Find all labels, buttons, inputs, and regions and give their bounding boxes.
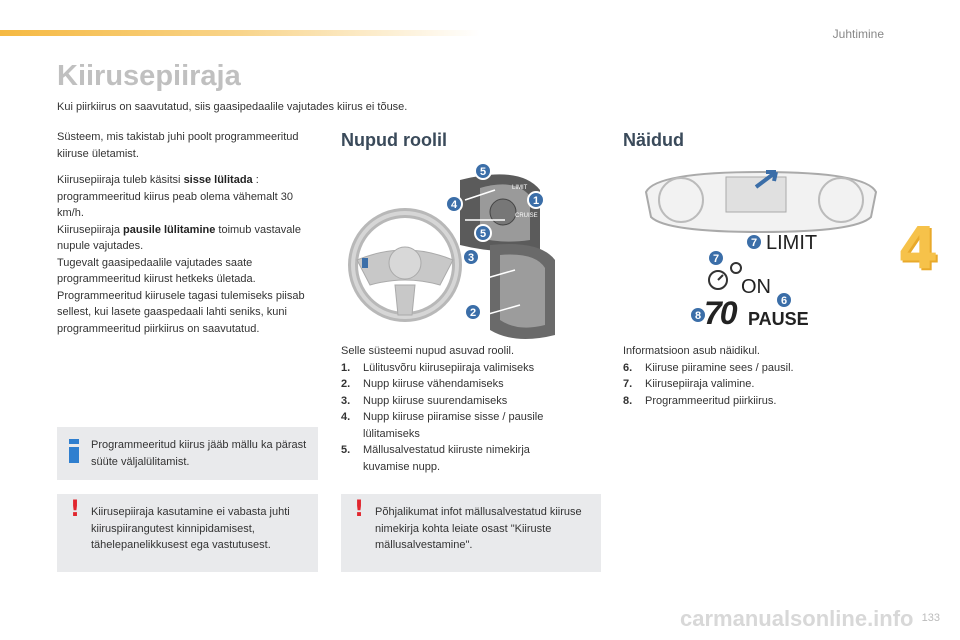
description-paragraph: Programmeeritud kiirusele tagasi tulemiseks piisab sellest, kui lasete gaaspedaali lahti seniks, kuni programmeeritud piirkiirus on saavutatud.: [57, 289, 305, 335]
buttons-intro: Selle süsteemi nupud asuvad roolil.: [341, 345, 515, 357]
list-item: 2. Nupp kiiruse vähendamiseks: [341, 378, 504, 390]
description-column: [57, 129, 319, 347]
list-item: 5. Mällusalvestatud kiiruste nimekirja kuvamise nupp.: [341, 444, 530, 473]
warning-icon: !: [354, 497, 365, 522]
callout-5: 5: [479, 166, 487, 178]
stalk-label-limit: LIMIT: [512, 185, 528, 191]
callout-3: 3: [467, 252, 475, 264]
display-list: [623, 343, 853, 409]
info-box: [57, 427, 318, 480]
callout-5b: 5: [479, 228, 487, 240]
description-paragraph: Kiirusepiiraja pausile lülitamine toimub vastavale nupule vajutades.: [57, 223, 301, 252]
pause-label: PAUSE: [748, 309, 809, 329]
description-paragraph: Tugevalt gaasipedaalile vajutades saate programmeeritud kiirust hetkeks ületada.: [57, 256, 256, 285]
callout-7b: 7: [750, 237, 758, 249]
chapter-number: 4: [898, 214, 939, 282]
info-text: Programmeeritud kiirus jääb mällu ka pärast süüte väljalülitamist.: [91, 439, 307, 468]
callout-markers: [340, 160, 610, 350]
page-title: Kiirusepiiraja: [57, 60, 241, 92]
warning-box: [57, 494, 318, 572]
on-label: ON: [741, 276, 771, 298]
description-paragraph: Süsteem, mis takistab juhi poolt programmeeritud kiiruse ületamist.: [57, 131, 299, 160]
callout-4: 4: [450, 199, 458, 211]
callout-1: 1: [532, 195, 540, 207]
stalk-label-cruise: CRUISE: [515, 213, 538, 219]
display-intro: Informatsioon asub näidikul.: [623, 345, 760, 357]
callout-7: 7: [712, 253, 720, 265]
info-icon: [69, 439, 79, 465]
warning-icon: !: [70, 497, 81, 522]
watermark: carmanualsonline.info: [680, 606, 914, 631]
section-label: Juhtimine: [832, 27, 884, 41]
speed-value: 70: [704, 295, 736, 331]
display-heading: Näidud: [623, 130, 684, 150]
page-number: 133: [921, 612, 940, 624]
buttons-list: [341, 343, 591, 475]
list-item: 1. Lülitusvõru kiirusepiiraja valimiseks: [341, 361, 535, 374]
warning-text: Kiirusepiiraja kasutamine ei vabasta juhti kiiruspiirangutest kinnipidamisest, tähelepanelikkusest ega vastutusest.: [91, 506, 290, 551]
list-item: 7. Kiirusepiiraja valimine.: [623, 378, 755, 390]
callout-8: 8: [694, 310, 702, 322]
list-item: 3. Nupp kiiruse suurendamiseks: [341, 394, 508, 407]
warning-box-2: [341, 494, 601, 572]
page-intro: Kui piirkiirus on saavutatud, siis gaasipedaalile vajutades kiirus ei tõuse.: [57, 101, 408, 113]
list-item: 8. Programmeeritud piirkiirus.: [623, 394, 777, 407]
callout-2: 2: [469, 307, 477, 319]
buttons-heading: Nupud roolil: [341, 130, 447, 150]
warning-text: Põhjalikumat infot mällusalvestatud kiiruse nimekirja kohta leiate osast "Kiiruste mällusalvestamine".: [375, 506, 582, 551]
list-item: 4. Nupp kiiruse piiramise sisse / pausile lülitamiseks: [341, 411, 544, 440]
limit-label: LIMIT: [766, 232, 818, 254]
header-accent-bar: [0, 30, 480, 36]
instrument-cluster-illustration: [636, 167, 886, 237]
callout-6: 6: [780, 295, 788, 307]
description-paragraph: Kiirusepiiraja tuleb käsitsi sisse lülitada : programmeeritud kiirus peab olema vähemalt 30 km/h.: [57, 174, 294, 219]
list-item: 6. Kiiruse piiramine sees / pausil.: [623, 361, 794, 374]
